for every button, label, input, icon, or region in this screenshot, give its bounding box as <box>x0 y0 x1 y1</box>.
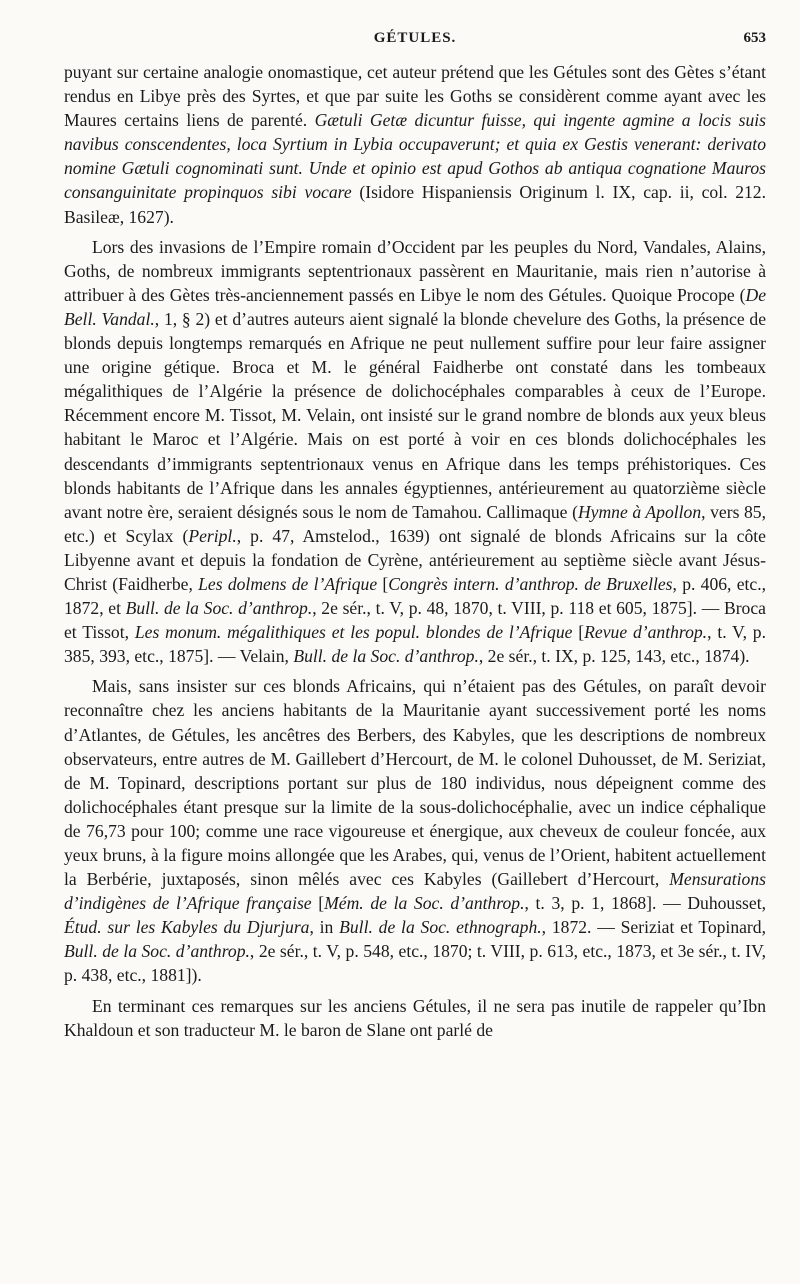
text-run: , 2e sér., t. V, p. 548, etc., 1870; t. VIII, p. 613, etc., 1873, et 3e sér., t. IV, p. 438, etc., 1881]). <box>64 941 766 986</box>
italic-text: Revue d’anthrop. <box>584 622 708 643</box>
italic-text: Mensurations d’indigènes de l’Afrique française <box>64 869 766 914</box>
text-run: Mais, sans insister sur ces blonds Africains, qui n’étaient pas des Gétules, on paraît devoir reconnaître chez les anciens habitants de la Mauritanie ayant successivement porté les noms d’Atlantes, de Gétules, les ancêtres des Berbers, des Kabyles, que les descriptions de nombreux observateurs, entre autres de M. Gaillebert d’Hercourt, de M. le colonel Duhousset, de M. Seriziat, de M. Topinard, descriptions portant sur plus de 180 individus, nous dépeignent comme des dolichocéphales étant presque sur la limite de la sous-dolichocéphalie, avec un indice céphalique de 76,73 pour 100; comme une race vigoureuse et énergique, aux cheveux de couleur foncée, aux yeux bruns, à la figure moins allongée que les Arabes, qui, venus de l’Orient, habitent actuellement la Berbérie, juxtaposés, sinon mêlés avec ces Kabyles (Gaillebert d’Hercourt, <box>64 676 766 890</box>
text-run: , t. 3, p. 1, 1868]. — Duhousset, <box>524 893 767 914</box>
body-text <box>64 60 766 1042</box>
italic-text: Congrès intern. d’anthrop. de Bruxelles <box>388 573 673 594</box>
text-run: , in <box>309 917 340 938</box>
text-run: , p. 406, etc., 1872, et <box>64 573 766 619</box>
text-run: (Isidore Hispaniensis Originum l. IX, cap. ii, col. 212. Basileæ, 1627). <box>64 182 766 227</box>
text-run: , 2e sér., t. V, p. 48, 1870, t. VIII, p. 118 et 605, 1875]. — Broca et Tissot, <box>64 598 766 643</box>
paragraph <box>64 235 766 669</box>
text-run: , t. V, p. 385, 393, etc., 1875]. — Velain, <box>64 622 766 667</box>
text-run: puyant sur certaine analogie onomastique, cet auteur prétend que les Gétules sont des Gètes s’étant rendus en Libye près des Syrtes, et que par suite les Goths se considèrent comme ayant avec les Maures certains liens de parenté. <box>64 62 766 131</box>
paragraph <box>64 674 766 987</box>
text-run: , 2e sér., t. IX, p. 125, 143, etc., 1874). <box>478 646 750 667</box>
page-number: 653 <box>743 30 766 46</box>
paragraph <box>64 60 766 229</box>
italic-text: Les monum. mégalithiques et les popul. blondes de l’Afrique <box>134 622 573 643</box>
page-header <box>64 30 766 52</box>
running-title: GÉTULES. <box>373 30 457 46</box>
italic-text: Étud. sur les Kabyles du Djurjura <box>64 917 310 938</box>
italic-text: Bull. de la Soc. d’anthrop. <box>293 646 479 667</box>
italic-text: Bull. de la Soc. d’anthrop. <box>125 598 313 619</box>
italic-text: Peripl. <box>188 525 237 546</box>
text-run: Lors des invasions de l’Empire romain d’Occident par les peuples du Nord, Vandales, Alains, Goths, de nombreux immigrants septentrionaux passèrent en Mauritanie, mais rien n’autorise à attribuer à des Gètes très-anciennement passés en Libye le nom des Gétules. Quoique Procope ( <box>64 236 766 305</box>
text-run: [ <box>377 573 389 594</box>
text-run: [ <box>311 893 325 914</box>
text-run: En terminant ces remarques sur les anciens Gétules, il ne sera pas inutile de rappeler qu’Ibn Khaldoun et son traducteur M. le baron de Slane ont parlé de <box>64 995 766 1040</box>
text-run: , 1, § 2) et d’autres auteurs aient signalé la blonde chevelure des Goths, la présence de blonds depuis longtemps remarqués en Afrique ne peut nullement suffire pour leur faire assigner une origine gétique. Broca et M. le général Faidherbe ont constaté dans les tombeaux mégalithiques de l’Algérie la présence de dolichocéphales comparables à ceux de l’Europe. Récemment encore M. Tissot, M. Velain, ont insisté sur le grand nombre de blonds aux yeux bleus habitant le Maroc et l’Algérie. Mais on est porté à voir en ces blonds dolichocéphales les descendants d’immigrants septentrionaux venus en Afrique dans les temps préhistoriques. Ces blonds habitants de l’Afrique dans les annales égyptiennes, antérieurement au quatorzième siècle avant notre ère, seraient désignés sous le nom de Tamahou. Callimaque ( <box>64 308 766 522</box>
text-run: , p. 47, Amstelod., 1639) ont signalé de blonds Africains sur la côte Libyenne avant et depuis la fondation de Cyrène, antérieurement au septième siècle avant Jésus-Christ (Faidherbe, <box>64 525 766 594</box>
text-run: , vers 85, etc.) et Scylax ( <box>64 501 766 546</box>
document-page <box>64 30 766 1042</box>
paragraph <box>64 994 766 1042</box>
text-run: , 1872. — Seriziat et Topinard, <box>541 917 766 938</box>
italic-text: Bull. de la Soc. d’anthrop. <box>64 941 250 962</box>
italic-text: Gætuli Getæ dicuntur fuisse, qui ingente agmine a locis suis navibus conscendentes, loca Syrtium in Lybia occupaverunt; et quia ex Gestis venerant: derivato nomine Gætuli cognominati sunt. Unde et opinio est apud Gothos ab antiqua cognatione Mauros consanguinitate propinquos sibi vocare <box>64 110 766 203</box>
italic-text: Bull. de la Soc. ethnograph. <box>339 917 542 938</box>
italic-text: Les dolmens de l’Afrique <box>198 573 378 594</box>
italic-text: Mém. de la Soc. d’anthrop. <box>324 893 525 914</box>
italic-text: Hymne à Apollon <box>577 501 702 522</box>
text-run: [ <box>572 622 585 643</box>
italic-text: De Bell. Vandal. <box>64 284 766 329</box>
